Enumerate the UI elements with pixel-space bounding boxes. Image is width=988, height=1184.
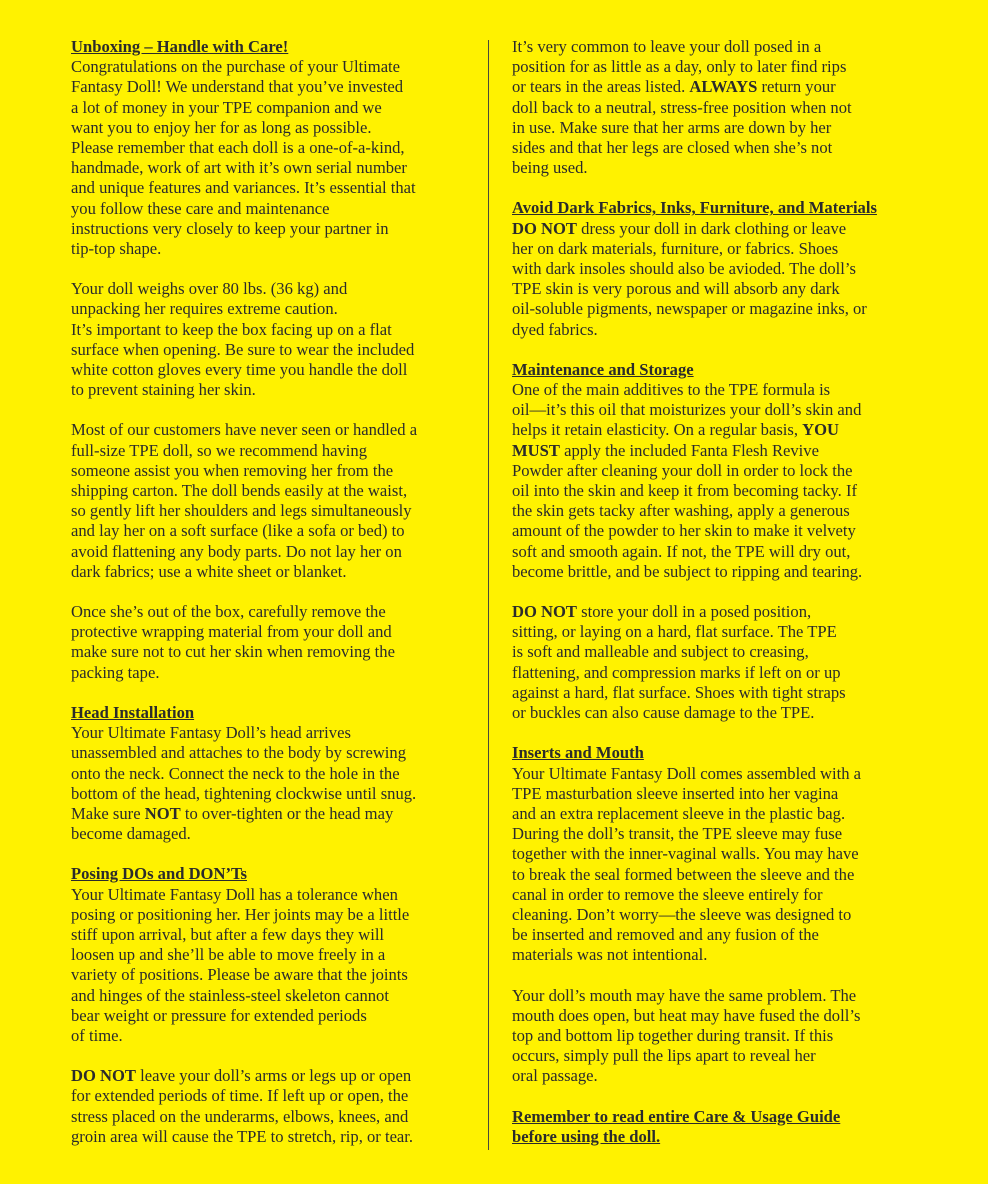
text-line: Your doll weighs over 80 lbs. (36 kg) and: [71, 279, 348, 299]
inserts-paragraph-1: [512, 764, 920, 966]
text-line: is soft and malleable and subject to creasing,: [512, 642, 809, 662]
text-line: oral passage.: [512, 1066, 598, 1086]
text-line: Your doll’s mouth may have the same problem. The: [512, 985, 857, 1005]
text-line: It’s important to keep the box facing up on a flat: [71, 319, 392, 339]
left-column: [71, 37, 475, 1167]
posing-paragraph-2: [71, 1066, 475, 1147]
text-line: [512, 77, 920, 97]
text-line: and hinges of the stainless-steel skeleton cannot: [71, 985, 389, 1005]
head-installation-paragraph: [71, 723, 475, 844]
emphasis-must: MUST: [512, 440, 560, 460]
text-line: the skin gets tacky after washing, apply a generous: [512, 501, 850, 521]
text-line: [512, 441, 920, 461]
text-line: full-size TPE doll, so we recommend having: [71, 440, 368, 460]
text-line: bear weight or pressure for extended periods: [71, 1005, 367, 1025]
text-line: against a hard, flat surface. Shoes with tight straps: [512, 682, 846, 702]
text-line: for extended periods of time. If left up or open, the: [71, 1086, 409, 1106]
right-column: [512, 37, 920, 1147]
text-line: oil—it’s this oil that moisturizes your doll’s skin and: [512, 400, 862, 420]
text-line: with dark insoles should also be avioded. The doll’s: [512, 259, 856, 279]
text-line: handmade, work of art with it’s own serial number: [71, 158, 407, 178]
text-line: packing tape.: [71, 662, 160, 682]
text-line: shipping carton. The doll bends easily at the waist,: [71, 481, 408, 501]
text-fragment: apply the included Fanta Flesh Revive: [559, 440, 819, 460]
text-fragment: or tears in the areas listed.: [512, 77, 690, 97]
text-line: you follow these care and maintenance: [71, 198, 330, 218]
text-line: and an extra replacement sleeve in the plastic bag.: [512, 803, 846, 823]
text-line: want you to enjoy her for as long as possible.: [71, 117, 372, 137]
posing-section: [71, 864, 475, 1147]
text-line: become damaged.: [71, 824, 191, 844]
posing-paragraph-1: [71, 885, 475, 1047]
text-line: materials was not intentional.: [512, 945, 708, 965]
text-line: It’s very common to leave your doll posed in a: [512, 37, 822, 56]
text-line: groin area will cause the TPE to stretch, rip, or tear.: [71, 1126, 414, 1146]
text-line: surface when opening. Be sure to wear the included: [71, 339, 415, 359]
text-line: bottom of the head, tightening clockwise until snug.: [71, 783, 417, 803]
text-line: make sure not to cut her skin when removing the: [71, 642, 395, 662]
unboxing-section: [71, 37, 475, 683]
text-line: [71, 804, 475, 824]
text-line: variety of positions. Please be aware that the joints: [71, 965, 408, 985]
section-heading-dark-materials: Avoid Dark Fabrics, Inks, Furniture, and Materials: [512, 198, 877, 218]
text-line: to prevent staining her skin.: [71, 380, 256, 400]
text-line: before using the doll.: [512, 1126, 661, 1146]
text-line: [512, 219, 920, 239]
text-line: Remember to read entire Care & Usage Guide: [512, 1106, 841, 1126]
emphasis-do-not: DO NOT: [512, 218, 577, 238]
text-line: TPE skin is very porous and will absorb any dark: [512, 279, 840, 299]
text-line: Please remember that each doll is a one-of-a-kind,: [71, 138, 405, 158]
text-line: canal in order to remove the sleeve entirely for: [512, 884, 823, 904]
text-fragment: store your doll in a posed position,: [577, 602, 812, 622]
emphasis-do-not: DO NOT: [71, 1066, 136, 1086]
maintenance-paragraph-1: [512, 380, 920, 582]
text-line: Your Ultimate Fantasy Doll comes assembled with a: [512, 763, 862, 783]
text-line: avoid flattening any body parts. Do not lay her on: [71, 541, 402, 561]
text-line: amount of the powder to her skin to make it velvety: [512, 521, 856, 541]
emphasis-not: NOT: [144, 803, 181, 823]
text-line: position for as little as a day, only to later find rips: [512, 57, 847, 77]
column-divider: [488, 40, 489, 1150]
section-heading-unboxing: Unboxing – Handle with Care!: [71, 37, 289, 56]
text-line: cleaning. Don’t worry—the sleeve was designed to: [512, 904, 852, 924]
text-line: One of the main additives to the TPE formula is: [512, 380, 831, 400]
unboxing-paragraph-1: [71, 57, 475, 259]
emphasis-do-not: DO NOT: [512, 602, 577, 622]
text-line: of time.: [71, 1025, 123, 1045]
text-fragment: Make sure: [71, 803, 145, 823]
section-heading-head-installation: Head Installation: [71, 702, 195, 722]
section-heading-maintenance: Maintenance and Storage: [512, 359, 694, 379]
text-line: oil-soluble pigments, newspaper or magazine inks, or: [512, 299, 867, 319]
text-line: Your Ultimate Fantasy Doll has a tolerance when: [71, 884, 398, 904]
inserts-paragraph-2: [512, 986, 920, 1087]
text-line: white cotton gloves every time you handle the doll: [71, 360, 408, 380]
unboxing-paragraph-2: [71, 279, 475, 400]
maintenance-paragraph-2: [512, 602, 920, 723]
text-line: mouth does open, but heat may have fused the doll’s: [512, 1005, 861, 1025]
text-line: flattening, and compression marks if left on or up: [512, 662, 841, 682]
text-line: be inserted and removed and any fusion of the: [512, 925, 819, 945]
text-line: Your Ultimate Fantasy Doll’s head arrives: [71, 723, 351, 743]
text-line: dark fabrics; use a white sheet or blanket.: [71, 561, 347, 581]
head-installation-section: [71, 703, 475, 844]
text-line: doll back to a neutral, stress-free position when not: [512, 97, 852, 117]
text-line: Most of our customers have never seen or handled a: [71, 420, 418, 440]
text-line: so gently lift her shoulders and legs simultaneously: [71, 501, 412, 521]
unboxing-paragraph-3: [71, 420, 475, 582]
text-line: tip-top shape.: [71, 239, 162, 259]
text-line: During the doll’s transit, the TPE sleeve may fuse: [512, 824, 843, 844]
text-line: loosen up and she’ll be able to move freely in a: [71, 945, 386, 965]
text-line: onto the neck. Connect the neck to the hole in the: [71, 763, 400, 783]
text-line: or buckles can also cause damage to the TPE.: [512, 703, 815, 723]
text-line: together with the inner-vaginal walls. You may have: [512, 844, 859, 864]
emphasis-always: ALWAYS: [689, 77, 758, 97]
text-line: unassembled and attaches to the body by screwing: [71, 743, 407, 763]
text-line: someone assist you when removing her from the: [71, 460, 394, 480]
text-line: sitting, or laying on a hard, flat surface. The TPE: [512, 622, 837, 642]
text-line: sides and that her legs are closed when she’s not: [512, 138, 833, 158]
maintenance-section: [512, 360, 920, 723]
text-fragment: to over-tighten or the head may: [180, 803, 394, 823]
text-line: Once she’s out of the box, carefully remove the: [71, 602, 386, 622]
posing-continued-paragraph: [512, 37, 920, 178]
text-line: protective wrapping material from your doll and: [71, 622, 392, 642]
text-line: stress placed on the underarms, elbows, knees, and: [71, 1106, 409, 1126]
text-line: occurs, simply pull the lips apart to reveal her: [512, 1046, 816, 1066]
text-line: posing or positioning her. Her joints may be a little: [71, 904, 410, 924]
text-line: become brittle, and be subject to ripping and tearing.: [512, 561, 863, 581]
text-line: TPE masturbation sleeve inserted into her vagina: [512, 783, 839, 803]
text-fragment: return your: [757, 77, 836, 97]
text-fragment: helps it retain elasticity. On a regular basis,: [512, 420, 803, 440]
text-line: her on dark materials, furniture, or fabrics. Shoes: [512, 238, 839, 258]
text-line: in use. Make sure that her arms are down by her: [512, 117, 832, 137]
text-line: top and bottom lip together during transit. If this: [512, 1025, 834, 1045]
text-line: soft and smooth again. If not, the TPE will dry out,: [512, 541, 851, 561]
text-line: a lot of money in your TPE companion and we: [71, 97, 382, 117]
text-fragment: leave your doll’s arms or legs up or open: [136, 1066, 412, 1086]
inserts-section: [512, 743, 920, 1086]
text-line: stiff upon arrival, but after a few days they will: [71, 924, 385, 944]
text-line: instructions very closely to keep your partner in: [71, 218, 389, 238]
text-line: Fantasy Doll! We understand that you’ve invested: [71, 77, 404, 97]
dark-materials-section: [512, 198, 920, 339]
unboxing-paragraph-4: [71, 602, 475, 683]
text-line: and unique features and variances. It’s essential that: [71, 178, 416, 198]
section-heading-posing: Posing DOs and DON’Ts: [71, 864, 247, 884]
text-line: Congratulations on the purchase of your Ultimate: [71, 57, 401, 77]
text-line: unpacking her requires extreme caution.: [71, 299, 338, 319]
text-line: [512, 420, 920, 440]
text-line: and lay her on a soft surface (like a sofa or bed) to: [71, 521, 405, 541]
text-line: to break the seal formed between the sleeve and the: [512, 864, 855, 884]
text-line: dyed fabrics.: [512, 319, 598, 339]
emphasis-you: YOU: [802, 420, 840, 440]
text-line: [512, 602, 920, 622]
text-line: [71, 1066, 475, 1086]
closing-reminder: [512, 1107, 920, 1147]
section-heading-inserts: Inserts and Mouth: [512, 743, 644, 763]
text-fragment: dress your doll in dark clothing or leave: [577, 218, 847, 238]
text-line: Powder after cleaning your doll in order to lock the: [512, 460, 853, 480]
text-line: oil into the skin and keep it from becoming tacky. If: [512, 481, 858, 501]
text-line: being used.: [512, 158, 588, 178]
dark-materials-paragraph: [512, 219, 920, 340]
